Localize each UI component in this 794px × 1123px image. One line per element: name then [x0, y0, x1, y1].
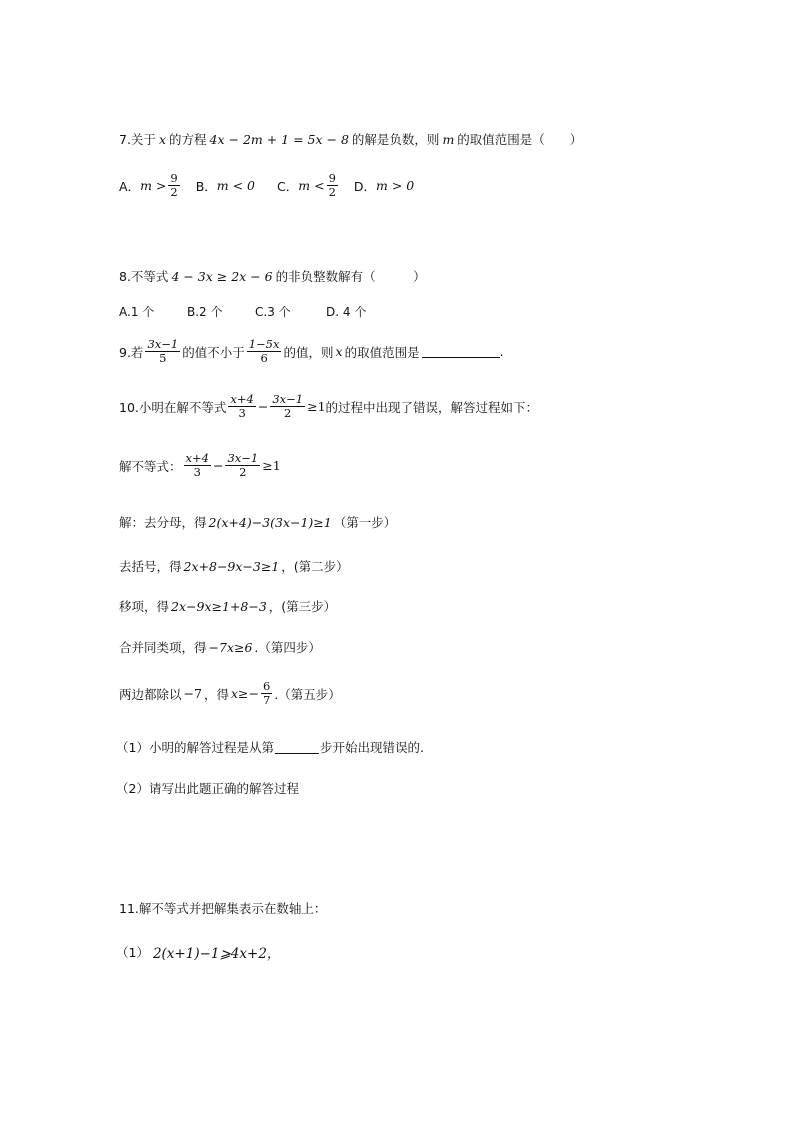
step-expression: 2x+8−9x−3≥1: [183, 558, 280, 574]
fraction-numerator: x+4: [230, 392, 254, 406]
q10-solve-fraction-2: [225, 452, 260, 479]
step-note: .（第五步）: [274, 686, 341, 702]
fraction-denominator: 2: [239, 465, 247, 480]
q10-solve-ge: ≥1: [262, 458, 281, 474]
q10-step-4: [119, 638, 321, 656]
step-text: 解：去分母，得: [119, 515, 207, 530]
q10-sub-2: [116, 779, 299, 797]
step-expression: 2x−9x≥1+8−3: [171, 598, 267, 614]
q9-fraction-1: [145, 338, 180, 365]
step-text: 合并同类项，得: [119, 640, 207, 655]
fraction-denominator: 5: [159, 351, 167, 366]
fraction-denominator: 3: [193, 465, 201, 480]
sub-question-text-end: 步开始出现错误的.: [319, 740, 424, 755]
q7-mid1: 的方程: [169, 132, 207, 147]
q10-solve-label: 解不等式：: [119, 458, 182, 474]
sub-question-text: （2）请写出此题正确的解答过程: [116, 781, 299, 796]
q11-title: 11.解不等式并把解集表示在数轴上：: [119, 901, 327, 916]
q7-var-m: m: [442, 131, 455, 147]
sub-question-text: （1）小明的解答过程是从第: [116, 740, 274, 755]
q7-var-x: x: [158, 131, 166, 147]
fraction-denominator: 3: [238, 406, 246, 421]
q7-option-a[interactable]: [119, 172, 182, 199]
q7-option-b[interactable]: [196, 177, 255, 195]
fraction-numerator: 9: [170, 171, 178, 185]
q8-option-a[interactable]: A.1 个: [119, 305, 155, 319]
q9-mid1: 的值不小于: [182, 344, 245, 360]
fraction-numerator: 1−5x: [248, 337, 280, 351]
q10-solve-line: [119, 452, 281, 479]
q7-options: [119, 172, 414, 199]
q7-option-c-expr: m <: [298, 178, 325, 194]
q10-fraction-1: [228, 393, 255, 420]
fraction-numerator: x+4: [185, 451, 209, 465]
fraction-denominator: 6: [260, 351, 268, 366]
fraction-numerator: 6: [262, 679, 271, 693]
q9-stem: [119, 338, 504, 365]
q7-mid2: 的解是负数，则: [351, 132, 440, 147]
q8-prefix: 8.不等式: [119, 269, 169, 284]
step-note: ，(第三步）: [268, 599, 337, 614]
q9-answer-blank[interactable]: [422, 345, 500, 358]
q9-mid2: 的值，则: [283, 344, 334, 360]
q7-option-a-expr: m >: [140, 178, 167, 194]
q8-suffix: 的非负整数解有（ ）: [275, 269, 426, 284]
q10-step-2: [119, 557, 349, 575]
step-note: （第一步）: [333, 515, 397, 530]
q11-sub-1: [116, 942, 280, 962]
step-text: 去括号，得: [119, 559, 182, 574]
step-note: ，(第二步）: [281, 559, 349, 574]
q7-option-a-label: A．: [119, 178, 141, 194]
q9-suffix: 的取值范围是: [344, 344, 420, 360]
q10-minus: −: [257, 399, 269, 415]
q10-fraction-2: [270, 393, 305, 420]
sub-question-label: （1）: [116, 945, 149, 960]
step-text: 移项，得: [119, 599, 170, 614]
q10-solve-minus: −: [212, 458, 224, 474]
q9-fraction-2: [247, 338, 282, 365]
step-fraction: [261, 680, 272, 707]
q11-stem: [119, 899, 326, 917]
q7-prefix: 7.关于: [119, 132, 156, 147]
q9-prefix: 9.若: [119, 344, 144, 360]
q10-solve-fraction-1: [184, 452, 211, 479]
q10-answer-blank[interactable]: [275, 741, 319, 754]
fraction-numerator: 3x−1: [147, 337, 179, 351]
q9-end: .: [499, 344, 504, 360]
q8-options: [119, 303, 366, 320]
q7-option-d[interactable]: [354, 177, 414, 195]
fraction-denominator: 2: [328, 185, 336, 200]
fraction-numerator: 3x−1: [227, 451, 259, 465]
q9-var-x: x: [335, 344, 343, 360]
q7-option-b-expr: m < 0: [216, 178, 256, 194]
q10-prefix: 10.小明在解不等式: [119, 399, 227, 415]
step-divisor: −7: [183, 686, 202, 702]
fraction-numerator: 3x−1: [272, 392, 304, 406]
q10-step-5: [119, 680, 341, 707]
q7-option-c-fraction: [327, 172, 338, 199]
q7-suffix: 的取值范围是（ ）: [457, 132, 583, 147]
q7-option-d-label: D．: [353, 178, 377, 194]
q7-equation: 4x − 2m + 1 = 5x − 8: [209, 131, 349, 147]
q10-ge: ≥1: [307, 399, 326, 415]
fraction-denominator: 2: [284, 406, 292, 421]
step-expression: x≥−: [230, 686, 259, 702]
step-note: .（第四步）: [254, 640, 321, 655]
q8-option-c[interactable]: C.3 个: [255, 305, 291, 319]
sub-question-expression: 2(x+1)−1⩾4x+2，: [152, 946, 281, 962]
q7-option-d-expr: m > 0: [376, 178, 415, 194]
q8-option-b[interactable]: B.2 个: [187, 305, 223, 319]
fraction-denominator: 7: [262, 693, 271, 708]
q8-inequality: 4 − 3x ≥ 2x − 6: [171, 268, 273, 284]
fraction-denominator: 2: [170, 185, 178, 200]
q10-stem: [119, 393, 538, 420]
step-mid: ，得: [203, 686, 229, 702]
step-expression: 2(x+4)−3(3x−1)≥1: [208, 514, 332, 530]
q7-option-c-label: C．: [277, 178, 299, 194]
q10-suffix: 的过程中出现了错误，解答过程如下：: [325, 399, 539, 415]
step-expression: −7x≥6: [208, 639, 253, 655]
q7-option-c[interactable]: [277, 172, 340, 199]
step-text: 两边都除以: [119, 686, 182, 702]
q8-option-d[interactable]: D. 4 个: [326, 305, 367, 319]
q7-stem: [119, 130, 582, 148]
q7-option-a-fraction: [168, 172, 179, 199]
q10-step-3: [119, 597, 336, 615]
fraction-numerator: 9: [328, 171, 336, 185]
q8-stem: [119, 267, 426, 285]
q7-option-b-label: B．: [195, 178, 217, 194]
q10-step-1: [119, 513, 396, 531]
q10-sub-1: [116, 738, 424, 756]
